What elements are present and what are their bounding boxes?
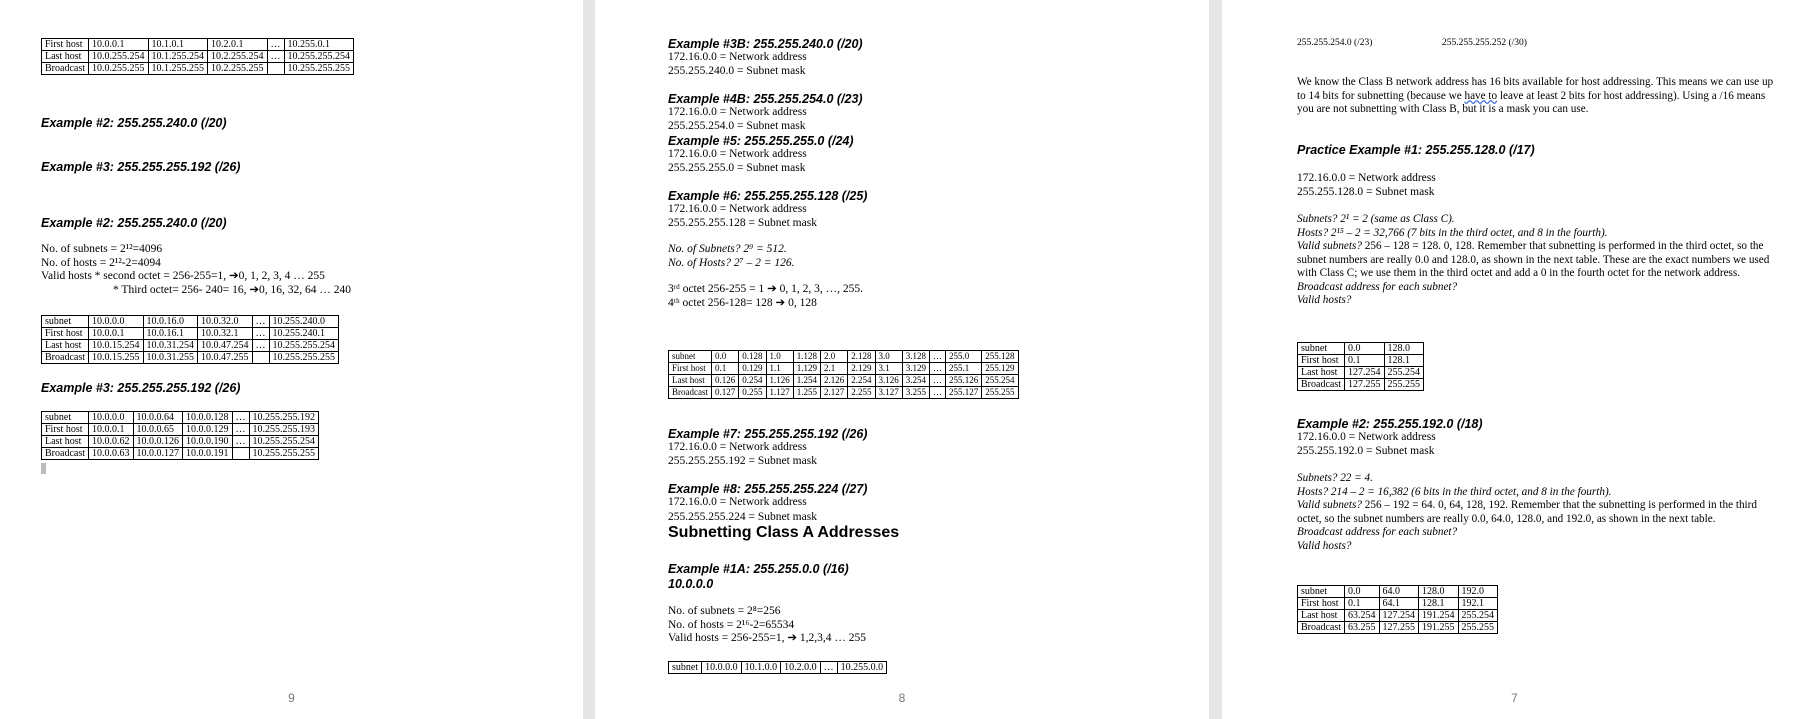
- row-header-cell: First host: [42, 39, 89, 51]
- calc-line: * Third octet= 256- 240= 16, ➔0, 16, 32, 64 … 240: [113, 283, 352, 296]
- table-row: [1298, 598, 1498, 610]
- row-header-cell: Broadcast: [42, 448, 89, 460]
- table-cell: …: [930, 387, 946, 399]
- table-cell: 255.127: [946, 387, 982, 399]
- table-row: [669, 662, 887, 674]
- valid-subnets-text: 256 – 128 = 128. 0, 128. Remember that subnetting is performed in the third octet, so the subnet numbers are really 0.0 and 128.0, as shown in the next table. These are the exact numbers we used with Class C; we use them in the third octet and add a 0 in the fourth octet for the network address.: [1297, 240, 1770, 279]
- row-header-cell: Broadcast: [42, 63, 89, 75]
- section-heading-class-a: Subnetting Class A Addresses: [668, 524, 900, 541]
- body-line: 255.255.192.0 = Subnet mask: [1297, 444, 1435, 457]
- table-row: [42, 424, 319, 436]
- body-line: 255.255.255.192 = Subnet mask: [668, 454, 817, 467]
- table-cell: 0.127: [712, 387, 739, 399]
- table-row: [42, 39, 354, 51]
- table-cell: 10.0.0.62: [89, 436, 134, 448]
- table-cell: 10.2.255.255: [208, 63, 268, 75]
- body-line: 172.16.0.0 = Network address: [668, 496, 807, 508]
- table-cell: 10.255.255.193: [249, 424, 319, 436]
- body-line: 255.255.255.128 = Subnet mask: [668, 216, 817, 229]
- table-cell: 63.255: [1345, 622, 1380, 634]
- table-cell: 255.255: [1384, 379, 1424, 391]
- calc-line: No. of hosts = 2¹²-2=4094: [41, 256, 161, 269]
- table-cell: 1.129: [793, 363, 820, 375]
- table-cell: 10.0.0.1: [89, 328, 144, 340]
- row-header-cell: subnet: [42, 412, 89, 424]
- table-cell: 2.128: [848, 351, 875, 363]
- table-cell: [232, 448, 249, 460]
- subnet-table-20: [41, 315, 339, 364]
- mask-30-label: 255.255.255.252 (/30): [1442, 38, 1527, 48]
- hosts-question: Hosts? 214 – 2 = 16,382 (6 bits in the third octet, and 8 in the fourth).: [1297, 485, 1612, 498]
- table-cell: 1.254: [793, 375, 820, 387]
- valid-hosts-question: Valid hosts?: [1297, 539, 1352, 552]
- octet4-line: 4ᵗʰ octet 256-128= 128 ➔ 0, 128: [668, 296, 817, 309]
- body-line: 255.255.254.0 = Subnet mask: [668, 119, 806, 132]
- body-line: 255.255.255.224 = Subnet mask: [668, 511, 817, 523]
- example-6-body: [668, 203, 817, 230]
- table-cell: 10.2.0.0: [781, 662, 821, 674]
- table-cell: 192.1: [1458, 598, 1498, 610]
- row-header-cell: Last host: [42, 340, 89, 352]
- example-2-18-heading: Example #2: 255.255.192.0 (/18): [1297, 417, 1483, 431]
- table-cell: 10.0.15.255: [89, 352, 144, 364]
- row-header-cell: Broadcast: [1298, 622, 1345, 634]
- table-cell: 0.255: [739, 387, 766, 399]
- table-cell: 0.0: [712, 351, 739, 363]
- table-cell: 10.0.255.254: [89, 51, 149, 63]
- body-line: 172.16.0.0 = Network address: [668, 441, 807, 453]
- example-3b-heading: Example #3B: 255.255.240.0 (/20): [668, 37, 863, 51]
- row-header-cell: Broadcast: [1298, 379, 1345, 391]
- body-line: 172.16.0.0 = Network address: [668, 51, 807, 63]
- document-page-9: [0, 0, 583, 719]
- table-cell: 10.0.0.129: [183, 424, 233, 436]
- hosts-question: Hosts? 2¹⁵ – 2 = 32,766 (7 bits in the third octet, and 8 in the fourth).: [1297, 226, 1608, 239]
- table-cell: 3.127: [875, 387, 902, 399]
- table-cell: 10.0.0.1: [89, 39, 149, 51]
- subnet-table-26: [41, 411, 319, 460]
- subnets-line: No. of Subnets? 2⁹ = 512.: [668, 243, 787, 255]
- table-cell: 10.0.0.190: [183, 436, 233, 448]
- row-header-cell: subnet: [42, 316, 89, 328]
- table-row: [1298, 610, 1498, 622]
- table-cell: 10.1.0.0: [741, 662, 781, 674]
- table-cell: …: [930, 351, 946, 363]
- table-cell: 3.1: [875, 363, 902, 375]
- subnets-question: Subnets? 2¹ = 2 (same as Class C).: [1297, 213, 1455, 225]
- example-2-18-body: [1297, 431, 1436, 458]
- table-cell: 10.255.255.255: [284, 63, 354, 75]
- table-cell: 10.255.255.254: [249, 436, 319, 448]
- example-3-heading: Example #3: 255.255.255.192 (/26): [41, 160, 241, 174]
- table-cell: 10.0.0.64: [133, 412, 183, 424]
- table-cell: 10.0.31.255: [143, 352, 198, 364]
- row-header-cell: subnet: [669, 351, 712, 363]
- example-4b-body: [668, 106, 807, 133]
- example-2-calculations: [41, 243, 351, 297]
- practice-example-qa: [1297, 213, 1781, 308]
- table-row: [42, 340, 339, 352]
- valid-subnets-answer: [1297, 499, 1781, 526]
- table-cell: 2.127: [821, 387, 848, 399]
- table-cell: 255.128: [982, 351, 1018, 363]
- table-row: [1298, 622, 1498, 634]
- table-cell: …: [252, 340, 269, 352]
- broadcast-question: Broadcast address for each subnet?: [1297, 526, 1458, 538]
- table-cell: 10.0.16.0: [143, 316, 198, 328]
- table-cell: 0.1: [712, 363, 739, 375]
- table-cell: 10.2.0.1: [208, 39, 268, 51]
- table-cell: 127.254: [1379, 610, 1419, 622]
- row-header-cell: First host: [1298, 598, 1345, 610]
- table-cell: 10.0.32.1: [198, 328, 253, 340]
- example-8-body-2: [668, 511, 817, 525]
- example-1a-calculations: [668, 605, 866, 646]
- row-header-cell: First host: [1298, 355, 1345, 367]
- example-2-heading: Example #2: 255.255.240.0 (/20): [41, 116, 227, 130]
- table-row: [42, 352, 339, 364]
- row-header-cell: Last host: [669, 375, 712, 387]
- table-row: [1298, 586, 1498, 598]
- table-cell: 0.254: [739, 375, 766, 387]
- table-cell: …: [930, 363, 946, 375]
- row-header-cell: Last host: [42, 51, 89, 63]
- table-cell: 10.255.240.1: [269, 328, 339, 340]
- example-7-body: [668, 441, 817, 468]
- table-cell: 128.1: [1384, 355, 1424, 367]
- table-cell: 0.1: [1345, 355, 1385, 367]
- body-line: 255.255.255.0 = Subnet mask: [668, 161, 806, 174]
- table-cell: 10.0.31.254: [143, 340, 198, 352]
- table-row: [1298, 343, 1424, 355]
- subnet-host-counts: [668, 243, 794, 270]
- document-page-7: [1222, 0, 1807, 719]
- table-cell: 128.1: [1419, 598, 1459, 610]
- table-cell: 0.0: [1345, 343, 1385, 355]
- subnet-table-16: [668, 661, 887, 674]
- table-cell: 63.254: [1345, 610, 1380, 622]
- table-cell: 255.0: [946, 351, 982, 363]
- subnet-table-25: [668, 350, 1019, 399]
- table-row: [42, 51, 354, 63]
- table-cell: …: [820, 662, 837, 674]
- table-cell: 255.255: [1458, 622, 1498, 634]
- subnet-table-17: [1297, 342, 1424, 391]
- example-1a-network: 10.0.0.0: [668, 577, 714, 591]
- body-line: 172.16.0.0 = Network address: [1297, 431, 1436, 443]
- table-cell: 127.254: [1345, 367, 1385, 379]
- table-cell: 127.255: [1379, 622, 1419, 634]
- page-number: 9: [288, 691, 295, 705]
- example-1a-heading: Example #1A: 255.255.0.0 (/16): [668, 562, 849, 576]
- table-cell: 192.0: [1458, 586, 1498, 598]
- table-cell: 255.255: [982, 387, 1018, 399]
- body-line: 255.255.240.0 = Subnet mask: [668, 64, 806, 77]
- table-cell: 2.255: [848, 387, 875, 399]
- table-cell: 10.0.16.1: [143, 328, 198, 340]
- document-page-8: [595, 0, 1209, 719]
- table-cell: 128.0: [1419, 586, 1459, 598]
- table-cell: 10.0.0.1: [89, 424, 134, 436]
- example-5-heading: Example #5: 255.255.255.0 (/24): [668, 134, 854, 148]
- table-cell: 0.0: [1345, 586, 1380, 598]
- valid-subnets-label: Valid subnets?: [1297, 240, 1362, 252]
- table-cell: 10.255.240.0: [269, 316, 339, 328]
- mask-23-label: 255.255.254.0 (/23): [1297, 38, 1373, 48]
- table-row: [1298, 367, 1424, 379]
- table-cell: 64.0: [1379, 586, 1419, 598]
- table-cell: 10.255.0.0: [837, 662, 887, 674]
- table-cell: 10.0.15.254: [89, 340, 144, 352]
- example-8-body: [668, 496, 807, 510]
- table-cell: 1.0: [766, 351, 793, 363]
- table-row: [42, 328, 339, 340]
- valid-subnets-text: 256 – 192 = 64. 0, 64, 128, 192. Remember that the subnetting is performed in the third octet, so the subnet numbers are really 0.0, 64.0, 128.0, and 192.0, as shown in the next table.: [1297, 499, 1757, 525]
- calc-line: Valid hosts = 256-255=1, ➔ 1,2,3,4 … 255: [668, 632, 866, 644]
- table-cell: …: [232, 412, 249, 424]
- table-cell: 1.127: [766, 387, 793, 399]
- table-cell: 1.255: [793, 387, 820, 399]
- table-cell: 10.255.0.1: [284, 39, 354, 51]
- table-cell: 255.126: [946, 375, 982, 387]
- table-cell: …: [267, 51, 284, 63]
- table-cell: 10.2.255.254: [208, 51, 268, 63]
- table-cell: 10.255.255.254: [269, 340, 339, 352]
- table-cell: 10.0.255.255: [89, 63, 149, 75]
- table-cell: 2.129: [848, 363, 875, 375]
- body-line: 255.255.128.0 = Subnet mask: [1297, 185, 1435, 198]
- table-cell: 10.0.0.0: [89, 412, 134, 424]
- row-header-cell: Last host: [42, 436, 89, 448]
- table-cell: 10.0.0.63: [89, 448, 134, 460]
- valid-hosts-question: Valid hosts?: [1297, 294, 1352, 306]
- row-header-cell: subnet: [1298, 586, 1345, 598]
- table-cell: 3.129: [902, 363, 929, 375]
- table-row: [669, 363, 1019, 375]
- table-cell: 0.128: [739, 351, 766, 363]
- class-a-host-table: [41, 38, 354, 75]
- example-3b-body: [668, 51, 807, 78]
- body-line: 172.16.0.0 = Network address: [1297, 172, 1436, 184]
- table-row: [669, 351, 1019, 363]
- calc-line: No. of hosts = 2¹⁶-2=65534: [668, 618, 795, 631]
- row-header-cell: subnet: [669, 662, 702, 674]
- row-header-cell: subnet: [1298, 343, 1345, 355]
- row-header-cell: Last host: [1298, 367, 1345, 379]
- table-cell: 10.1.255.254: [148, 51, 208, 63]
- table-cell: …: [252, 328, 269, 340]
- table-row: [42, 63, 354, 75]
- table-cell: 10.255.255.255: [249, 448, 319, 460]
- table-cell: 10.0.0.127: [133, 448, 183, 460]
- table-cell: 255.254: [1458, 610, 1498, 622]
- example-4b-heading: Example #4B: 255.255.254.0 (/23): [668, 92, 863, 106]
- table-cell: 0.126: [712, 375, 739, 387]
- broadcast-question: Broadcast address for each subnet?: [1297, 280, 1458, 293]
- table-cell: 2.126: [821, 375, 848, 387]
- class-b-intro-paragraph: [1297, 76, 1781, 117]
- table-cell: [252, 352, 269, 364]
- table-cell: 191.254: [1419, 610, 1459, 622]
- table-row: [42, 412, 319, 424]
- table-cell: 2.0: [821, 351, 848, 363]
- table-cell: …: [232, 436, 249, 448]
- table-cell: 3.126: [875, 375, 902, 387]
- table-cell: …: [252, 316, 269, 328]
- subnets-question: Subnets? 22 = 4.: [1297, 472, 1373, 484]
- body-line: 172.16.0.0 = Network address: [668, 106, 807, 118]
- table-cell: …: [930, 375, 946, 387]
- example-2-18-qa: [1297, 472, 1781, 553]
- row-header-cell: First host: [42, 424, 89, 436]
- table-cell: 10.1.255.255: [148, 63, 208, 75]
- table-cell: 3.128: [902, 351, 929, 363]
- subnet-table-18: [1297, 585, 1498, 634]
- calc-line: Valid hosts * second octet = 256-255=1, ➔0, 1, 2, 3, 4 … 255: [41, 270, 325, 282]
- table-cell: 3.254: [902, 375, 929, 387]
- table-cell: 255.1: [946, 363, 982, 375]
- body-line: 172.16.0.0 = Network address: [668, 203, 807, 215]
- practice-example-body: [1297, 172, 1436, 199]
- table-row: [42, 448, 319, 460]
- table-cell: 10.0.0.126: [133, 436, 183, 448]
- table-cell: 255.254: [982, 375, 1018, 387]
- table-cell: 10.0.0.65: [133, 424, 183, 436]
- table-cell: 10.0.32.0: [198, 316, 253, 328]
- table-cell: …: [232, 424, 249, 436]
- octet3-line: 3ʳᵈ octet 256-255 = 1 ➔ 0, 1, 2, 3, …, 255.: [668, 283, 864, 295]
- table-cell: 1.126: [766, 375, 793, 387]
- text-cursor[interactable]: [41, 463, 46, 474]
- table-cell: 3.0: [875, 351, 902, 363]
- body-line: 172.16.0.0 = Network address: [668, 148, 807, 160]
- example-8-heading: Example #8: 255.255.255.224 (/27): [668, 482, 868, 496]
- table-cell: [267, 63, 284, 75]
- example-3-heading-repeat: Example #3: 255.255.255.192 (/26): [41, 381, 241, 395]
- table-row: [42, 436, 319, 448]
- table-cell: 255.254: [1384, 367, 1424, 379]
- table-cell: 10.255.255.192: [249, 412, 319, 424]
- table-cell: 10.1.0.1: [148, 39, 208, 51]
- table-cell: 3.255: [902, 387, 929, 399]
- table-cell: 2.1: [821, 363, 848, 375]
- table-cell: 10.0.0.128: [183, 412, 233, 424]
- octet-calculations: [668, 283, 863, 310]
- table-row: [1298, 355, 1424, 367]
- valid-subnets-label: Valid subnets?: [1297, 499, 1362, 511]
- hosts-line: No. of Hosts? 2⁷ – 2 = 126.: [668, 256, 795, 269]
- table-cell: 10.255.255.255: [269, 352, 339, 364]
- example-5-body: [668, 148, 807, 175]
- table-cell: 10.0.0.0: [89, 316, 144, 328]
- row-header-cell: First host: [42, 328, 89, 340]
- table-cell: 10.0.0.0: [702, 662, 742, 674]
- example-2-heading-repeat: Example #2: 255.255.240.0 (/20): [41, 216, 227, 230]
- table-row: [42, 316, 339, 328]
- practice-example-1-heading: Practice Example #1: 255.255.128.0 (/17): [1297, 143, 1535, 157]
- table-cell: 1.1: [766, 363, 793, 375]
- row-header-cell: Broadcast: [42, 352, 89, 364]
- have-to-text: have to: [1464, 89, 1498, 102]
- table-cell: 2.254: [848, 375, 875, 387]
- page-number: 8: [898, 691, 906, 705]
- table-cell: 1.128: [793, 351, 820, 363]
- example-7-heading: Example #7: 255.255.255.192 (/26): [668, 427, 868, 441]
- row-header-cell: Last host: [1298, 610, 1345, 622]
- row-header-cell: Broadcast: [669, 387, 712, 399]
- table-cell: 10.0.0.191: [183, 448, 233, 460]
- table-row: [669, 375, 1019, 387]
- calc-line: No. of subnets = 2⁸=256: [668, 605, 781, 617]
- valid-subnets-answer: [1297, 240, 1781, 281]
- table-cell: 191.255: [1419, 622, 1459, 634]
- table-cell: 0.129: [739, 363, 766, 375]
- table-row: [669, 387, 1019, 399]
- intro-text-end: leave at least 2 bits for host addressing). Using a /16 means you are not subnetting with Class B, but it is a mask you can use.: [1297, 89, 1766, 115]
- table-cell: 255.129: [982, 363, 1018, 375]
- row-header-cell: First host: [669, 363, 712, 375]
- intro-text: We know the Class B network address has 16 bits available for host addressing. This means we can use up to 14 bits for subnetting (because we: [1297, 76, 1774, 102]
- table-cell: 0.1: [1345, 598, 1380, 610]
- table-cell: 10.255.255.254: [284, 51, 354, 63]
- table-cell: 128.0: [1384, 343, 1424, 355]
- table-cell: 10.0.47.255: [198, 352, 253, 364]
- table-cell: …: [267, 39, 284, 51]
- page-number: 7: [1511, 691, 1518, 705]
- example-6-heading: Example #6: 255.255.255.128 (/25): [668, 189, 868, 203]
- table-cell: 127.255: [1345, 379, 1385, 391]
- table-cell: 64.1: [1379, 598, 1419, 610]
- calc-line: No. of subnets = 2¹²=4096: [41, 243, 163, 255]
- table-row: [1298, 379, 1424, 391]
- table-cell: 10.0.47.254: [198, 340, 253, 352]
